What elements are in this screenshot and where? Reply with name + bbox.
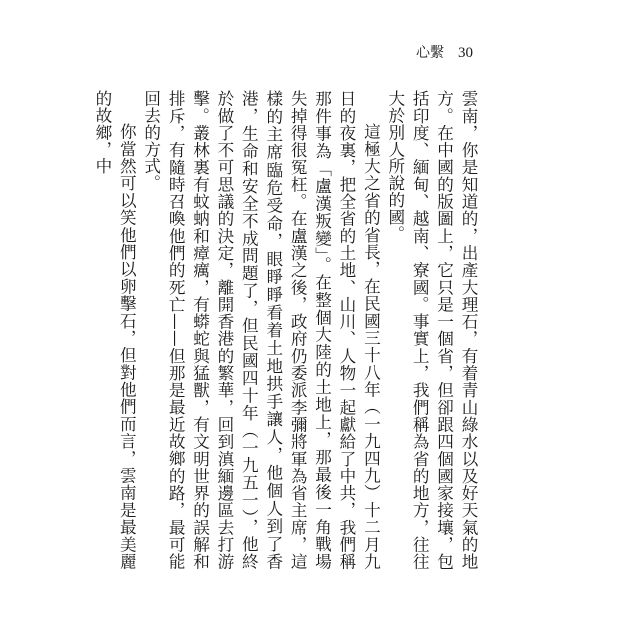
page-number: 30 — [458, 45, 473, 61]
paragraph-1: 雲南，你是知道的，出產大理石，有着青山綠水以及好天氣的地方。在中國的版圖上，它只是一個省，但卻跟四個國家接壤，包括印度、緬甸、越南、寮國。事實上，我們稱為省的地方，往往大於別人所說的國。 — [385, 90, 478, 570]
vertical-text-body — [92, 90, 480, 570]
page-header — [416, 44, 473, 62]
paragraph-2: 這極大之省的省長，在民國三十八年（一九四九）十二月九日的夜裏，把全省的土地、山川、人物一起獻給了中共，我們稱那件事為「盧漢叛變」。在整個大陸的土地上，那最後一角戰場失掉得很冤枉。在盧漢之後，政府仍委派李彌將軍為省主席，這樣的主席臨危受命，眼睜睜看着土地拱手讓人，他個人到了香港，生命和安全不成問題了，但民國四十年（一九五一），他終於做了不可思議的決定，離開香港的繁華，回到滇緬邊區去打游擊。叢林裏有蚊蚋和瘴癘，有蟒蛇與猛獸，有文明世界的誤解和排斥，有隨時召喚他們的死亡——但那是最近故鄉的路，最可能回去的方式。 — [141, 90, 381, 570]
paragraph-3: 你當然可以笑他們以卵擊石，但對他們而言，雲南是最美麗的故鄉，中 — [92, 90, 137, 570]
running-title: 心繫 — [416, 45, 444, 61]
